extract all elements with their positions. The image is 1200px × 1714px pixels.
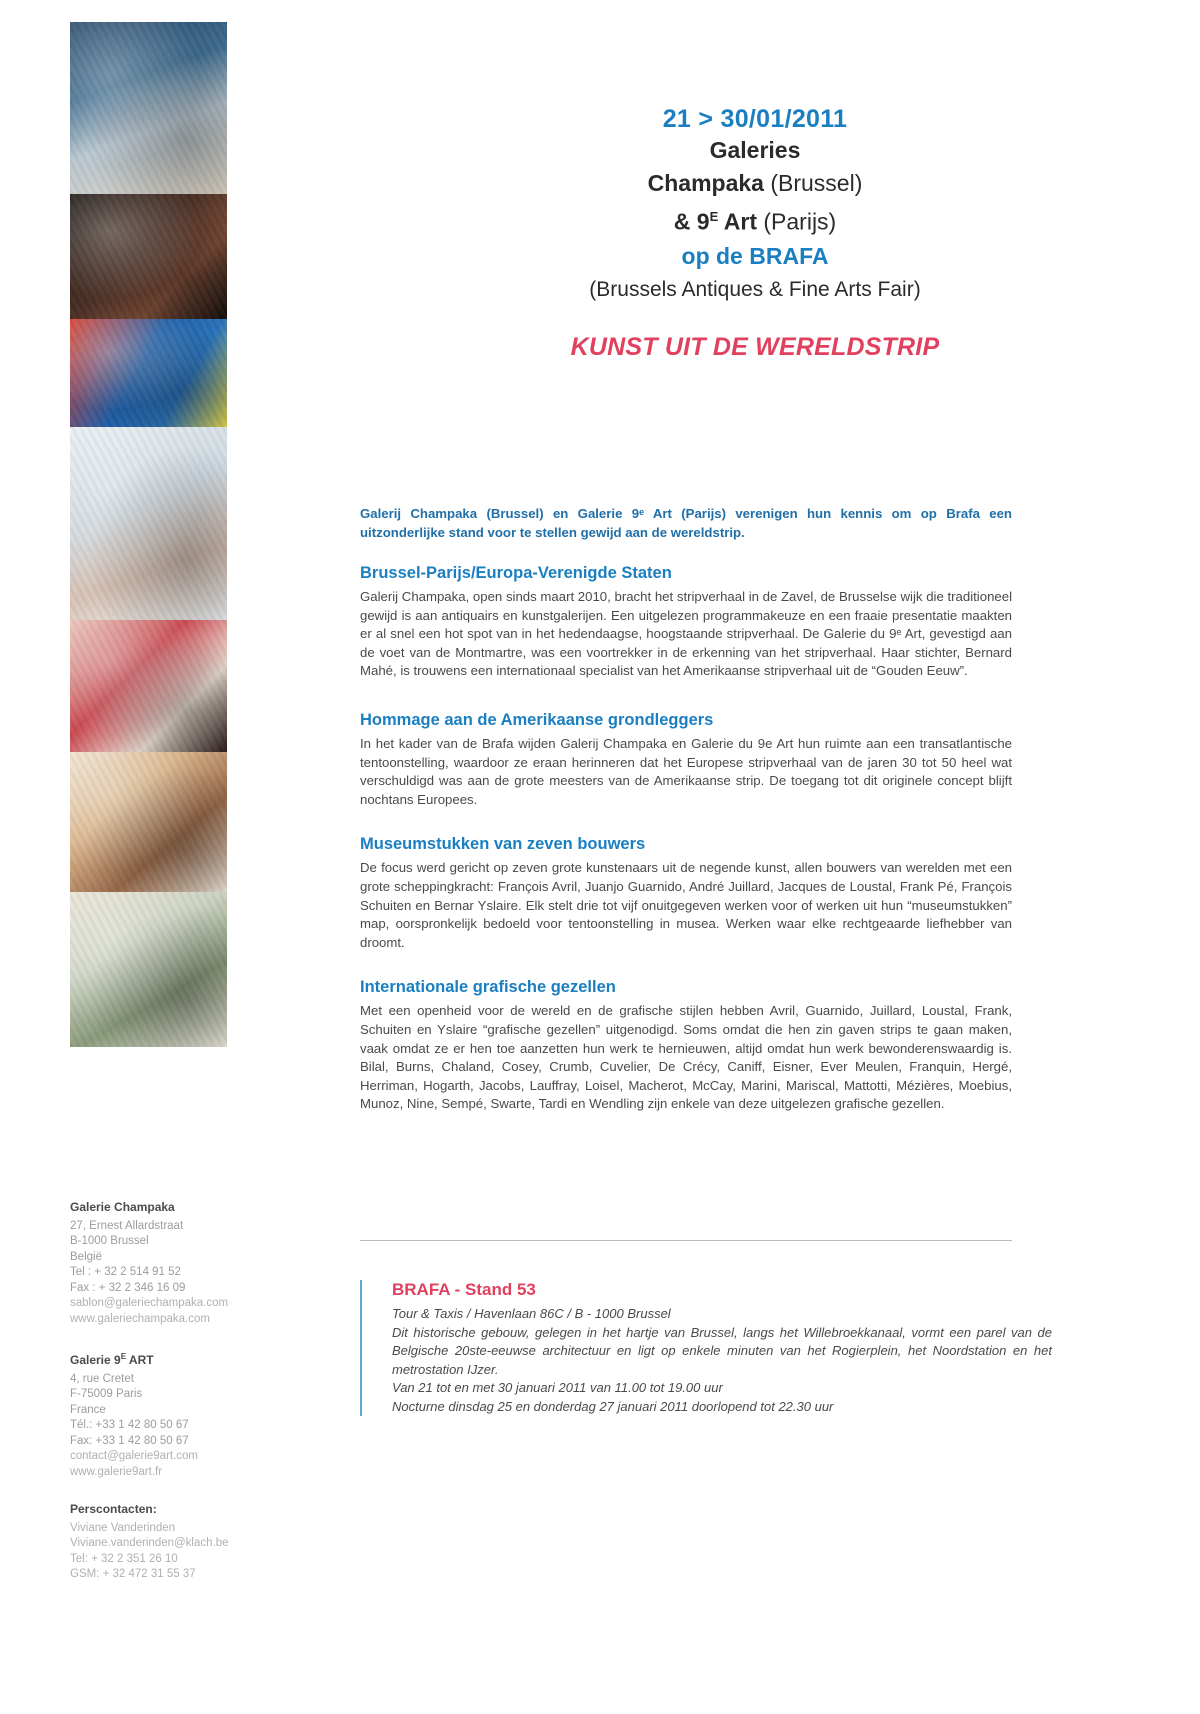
ninth-art-city: (Parijs) xyxy=(757,208,837,235)
contact-phone: Tel : + 32 2 514 91 52 xyxy=(70,1266,181,1278)
contact-fax: Fax : + 32 2 346 16 09 xyxy=(70,1281,186,1294)
contact-title-main: Galerie 9 xyxy=(70,1353,121,1367)
contact-title-sup: E xyxy=(120,1352,127,1361)
main-text xyxy=(360,505,1012,1140)
contact-website[interactable]: www.galeriechampaka.com xyxy=(70,1312,210,1325)
contact-phone: Tél.: +33 1 42 80 50 67 xyxy=(70,1419,189,1431)
section-divider xyxy=(360,1240,1012,1241)
contact-line: 4, rue Cretet xyxy=(70,1372,134,1385)
gallery-9eart-line xyxy=(340,200,1170,239)
contact-phone: Tel: + 32 2 351 26 10 xyxy=(70,1552,178,1565)
contact-website[interactable]: www.galerie9art.fr xyxy=(70,1465,163,1478)
ninth-art-name: & 9 xyxy=(673,208,710,235)
section-gezellen xyxy=(360,978,1012,1114)
contact-9eart xyxy=(70,1349,280,1480)
contact-line: Viviane Vanderinden xyxy=(70,1521,176,1534)
section-brussel-parijs xyxy=(360,564,1012,681)
contact-title: Galerie Champaka xyxy=(70,1200,175,1214)
section-title: Brussel-Parijs/Europa-Verenigde Staten xyxy=(360,564,672,582)
brafa-opening-hours: Van 21 tot en met 30 januari 2011 van 11.00 tot 19.00 uur xyxy=(392,1380,723,1395)
poster-header xyxy=(340,105,1170,362)
brafa-stand-block xyxy=(360,1280,1052,1416)
contact-email[interactable]: sablon@galeriechampaka.com xyxy=(70,1297,229,1309)
brafa-subtitle: (Brussels Antiques & Fine Arts Fair) xyxy=(589,277,921,301)
section-museumstukken xyxy=(360,835,1012,952)
contact-mobile: GSM: + 32 472 31 55 37 xyxy=(70,1568,196,1580)
section-title: Museumstukken van zeven bouwers xyxy=(360,835,646,854)
contact-title-tail: ART xyxy=(126,1353,154,1367)
contact-line: B-1000 Brussel xyxy=(70,1235,149,1247)
ninth-art-name2: Art xyxy=(718,208,757,235)
section-body: De focus werd gericht op zeven grote kunstenaars uit de negende kunst, allen bouwers van werelden met een grote scheppingkracht: François Avril, Juanjo Guarnido, André Juillard, Jacques de Loustal, Frank Pé, François Schuiten en Bernar Yslaire. Elk stelt drie tot vijf onuitgegeven werken voor of werken uit hun “museumstukken” map, oorspronkelijk bedoeld voor tentoonstelling in musea. Werken waar elke rechtgeaarde liefhebber van droomt. xyxy=(360,860,1012,950)
contact-email[interactable]: Viviane.vanderinden@klach.be xyxy=(70,1537,229,1549)
image-strip xyxy=(70,22,227,1047)
contact-press xyxy=(70,1502,280,1583)
contact-line: France xyxy=(70,1403,106,1416)
contact-fax: Fax: +33 1 42 80 50 67 xyxy=(70,1434,189,1447)
champaka-city: (Brussel) xyxy=(763,170,863,196)
section-title: Internationale grafische gezellen xyxy=(360,978,616,997)
contact-line: België xyxy=(70,1250,102,1263)
ninth-art-sup: E xyxy=(709,209,719,224)
section-body: Galerij Champaka, open sinds maart 2010, bracht het stripverhaal in de Zavel, de Brusselse wijk die traditioneel gewijd is aan antiquairs en kunstgalerijen. Een uitgelezen programmakeuze en een fraaie presentatie maakten er al snel een hot spot van in het hedendaagse, hoogstaande stripverhaal. De Galerie du 9ᵉ Art, gevestigd aan de voet van de Montmartre, was een voortrekker in de erkenning van het stripverhaal. Haar stichter, Bernard Mahé, is trouwens een internationaal specialist van het Amerikaanse stripverhaal uit de “Gouden Eeuw”. xyxy=(360,589,1012,679)
brafa-description: Dit historische gebouw, gelegen in het hartje van Brussel, langs het Willebroekkanaal, vormt een parel van de Belgische 20ste-eeuwse architectuur en ligt op enkele minuten van het Rogierplein, het Noordstation en het metrostation IJzer. xyxy=(392,1324,1052,1377)
gallery-champaka-line xyxy=(340,167,1170,200)
section-title: Hommage aan de Amerikaanse grondleggers xyxy=(360,710,714,729)
brafa-nocturne: Nocturne dinsdag 25 en donderdag 27 januari 2011 doorlopend tot 22.30 uur xyxy=(392,1398,834,1414)
brafa-headline: op de BRAFA xyxy=(681,242,829,269)
brafa-stand-title: BRAFA - Stand 53 xyxy=(392,1280,536,1299)
contact-title: Perscontacten: xyxy=(70,1502,157,1516)
thumb-man-smoking xyxy=(70,892,227,1047)
section-body: Met een openheid voor de wereld en de grafische stijlen hebben Avril, Guarnido, Juillard, Loustal, Frank, Schuiten en Yslaire “grafische gezellen” uitgenodigd. Soms omdat die hen zin gaven strips te gaan maken, vaak omdat ze er hen toe aanzetten hun werk te hernieuwen, altijd omdat hun werk bewonderenswaardig is. Bilal, Burns, Chaland, Cosey, Crumb, Cuvelier, De Crécy, Caniff, Eisner, Ever Meulen, Franquin, Hergé, Herriman, Hogarth, Jacobs, Lauffray, Loisel, Macherot, McCay, Marini, Mariscal, Mattotti, Mézières, Moebius, Munoz, Nine, Sempé, Swarte, Tardi en Wendling zijn enkele van deze uitgelezen grafische gezellen. xyxy=(360,1003,1012,1112)
thumb-red-haired-woman xyxy=(70,620,227,752)
contact-line: 27, Ernest Allardstraat xyxy=(70,1219,184,1232)
contact-email[interactable]: contact@galerie9art.com xyxy=(70,1450,199,1462)
brafa-stand-details xyxy=(392,1305,1052,1416)
contact-line: F-75009 Paris xyxy=(70,1388,143,1400)
contact-title xyxy=(70,1349,280,1369)
section-body: In het kader van de Brafa wijden Galerij Champaka en Galerie du 9e Art hun ruimte aan een transatlantische tentoonstelling, waardoor ze eraan herinneren dat het Europese stripverhaal van de jaren 30 tot 50 heel wat verschuldigd was aan de grote meesters van de Amerikaanse strip. De toegang tot dit originele concept blijft nochtans Europees. xyxy=(360,735,1012,807)
champaka-name: Champaka xyxy=(647,170,764,196)
galleries-label xyxy=(340,134,1170,167)
thumb-blue-man-hat xyxy=(70,319,227,427)
exhibition-title: KUNST UIT DE WERELDSTRIP xyxy=(570,332,940,361)
thumb-woman-ice-cream xyxy=(70,22,227,194)
galleries-word: Galeries xyxy=(709,137,801,163)
thumb-winter-street xyxy=(70,427,227,620)
contact-blocks xyxy=(70,1200,280,1605)
section-hommage xyxy=(360,711,1012,809)
brafa-address: Tour & Taxis / Havenlaan 86C / B - 1000 Brussel xyxy=(392,1306,671,1321)
thumb-portrait-feather xyxy=(70,752,227,892)
event-dates: 21 > 30/01/2011 xyxy=(662,105,848,133)
contact-champaka xyxy=(70,1200,280,1327)
lead-paragraph: Galerij Champaka (Brussel) en Galerie 9ᵉ Art (Parijs) verenigen hun kennis om op Brafa een uitzonderlijke stand voor te stellen gewijd aan de wereldstrip. xyxy=(360,506,1012,540)
thumb-dark-figure xyxy=(70,194,227,319)
